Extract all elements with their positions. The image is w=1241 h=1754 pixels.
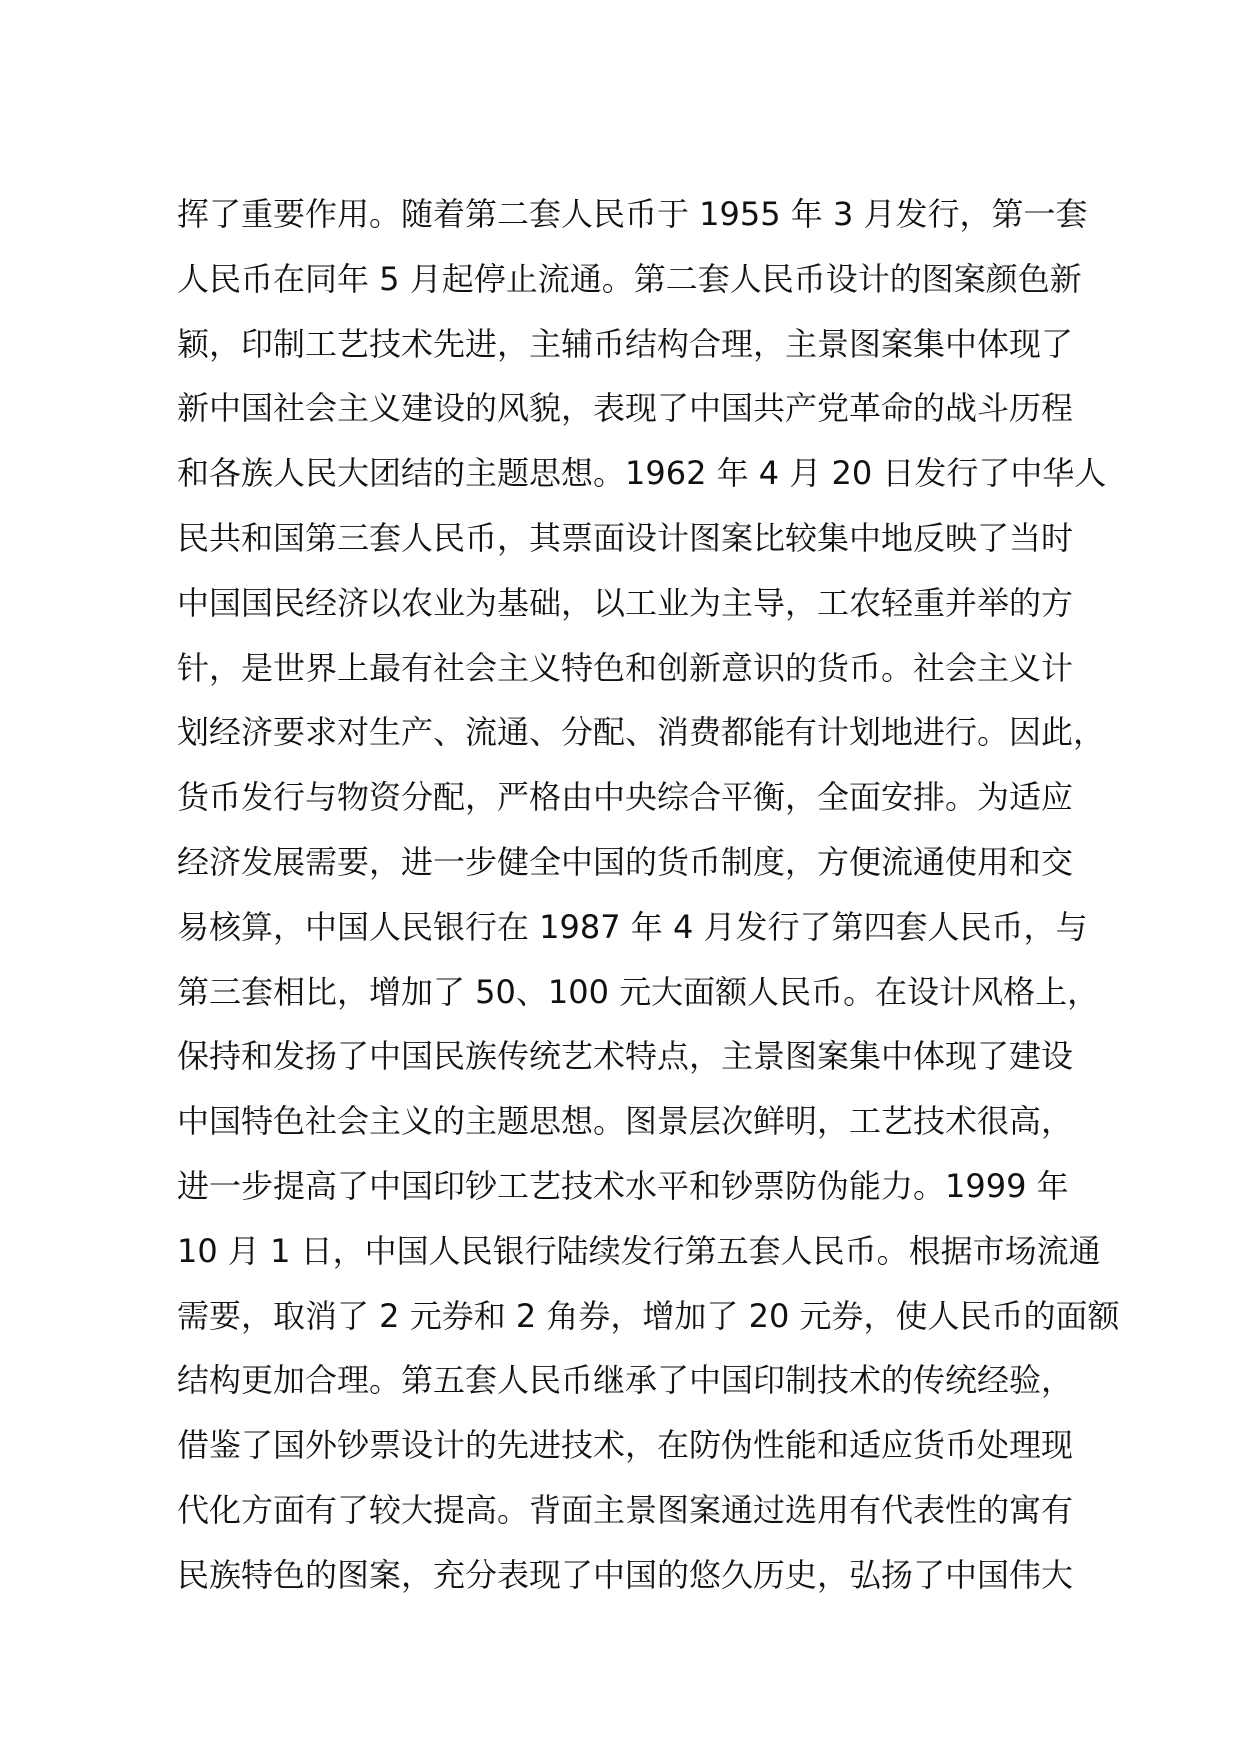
text-line: 货币发行与物资分配，严格由中央综合平衡，全面安排。为适应	[177, 778, 1074, 817]
text-line: 第三套相比，增加了 50、100 元大面额人民币。在设计风格上，	[177, 972, 1100, 1011]
text-line: 10 月 1 日，中国人民银行陆续发行第五套人民币。根据市场流通	[177, 1231, 1101, 1270]
text-line: 结构更加合理。第五套人民币继承了中国印制技术的传统经验，	[177, 1361, 1074, 1400]
text-line: 中国国民经济以农业为基础，以工业为主导，工农轻重并举的方	[177, 583, 1074, 622]
text-line: 人民币在同年 5 月起停止流通。第二套人民币设计的图案颜色新	[177, 259, 1082, 298]
text-line: 经济发展需要，进一步健全中国的货币制度，方便流通使用和交	[177, 842, 1074, 881]
text-line: 借鉴了国外钞票设计的先进技术，在防伪性能和适应货币处理现	[177, 1426, 1074, 1465]
text-line: 挥了重要作用。随着第二套人民币于 1955 年 3 月发行，第一套	[177, 195, 1088, 233]
text-line: 划经济要求对生产、流通、分配、消费都能有计划地进行。因此，	[177, 713, 1106, 752]
text-line: 易核算，中国人民银行在 1987 年 4 月发行了第四套人民币，与	[177, 907, 1088, 946]
text-line: 需要，取消了 2 元券和 2 角券，增加了 20 元券，使人民币的面额	[177, 1296, 1120, 1335]
text-line: 针，是世界上最有社会主义特色和创新意识的货币。社会主义计	[177, 648, 1074, 687]
text-line: 中国特色社会主义的主题思想。图景层次鲜明，工艺技术很高，	[177, 1102, 1074, 1141]
text-line: 民共和国第三套人民币，其票面设计图案比较集中地反映了当时	[177, 518, 1074, 557]
text-line: 和各族人民大团结的主题思想。1962 年 4 月 20 日发行了中华人	[177, 454, 1107, 493]
text-line: 保持和发扬了中国民族传统艺术特点，主景图案集中体现了建设	[177, 1037, 1074, 1076]
body-text	[177, 182, 1127, 1608]
text-line: 进一步提高了中国印钞工艺技术水平和钞票防伪能力。1999 年	[177, 1166, 1069, 1205]
text-line: 颖，印制工艺技术先进，主辅币结构合理，主景图案集中体现了	[177, 324, 1074, 363]
text-line: 代化方面有了较大提高。背面主景图案通过选用有代表性的寓有	[177, 1490, 1074, 1529]
text-line: 新中国社会主义建设的风貌，表现了中国共产党革命的战斗历程	[177, 389, 1074, 428]
text-line: 民族特色的图案，充分表现了中国的悠久历史，弘扬了中国伟大	[177, 1555, 1074, 1594]
